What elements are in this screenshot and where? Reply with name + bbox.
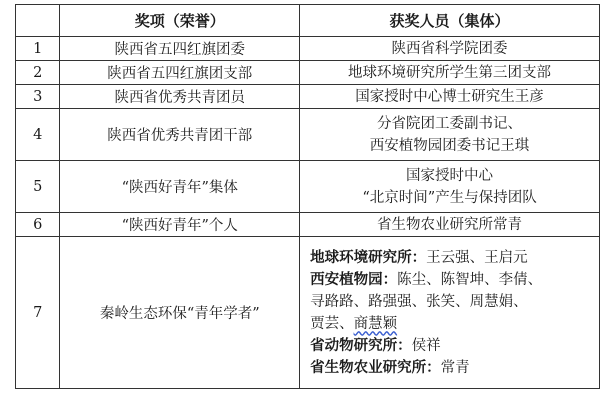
winner-line bbox=[310, 313, 595, 335]
row-index: 6 bbox=[16, 213, 60, 237]
winner-line: 陕西省科学院团委 bbox=[391, 40, 508, 57]
winner-names: 贾芸、 bbox=[310, 315, 354, 332]
table-row bbox=[16, 237, 600, 389]
winner-names: 陈尘、陈智坤、李倩、 bbox=[397, 271, 543, 288]
row-award: 陕西省优秀共青团员 bbox=[60, 85, 300, 109]
row-award: “陕西好青年”个人 bbox=[60, 213, 300, 237]
winner-line: 寻路路、路强强、张笑、周慧娟、 bbox=[310, 293, 528, 310]
row-index: 4 bbox=[16, 109, 60, 161]
table-row bbox=[16, 85, 600, 109]
winner-line: “北京时间”产生与保持团队 bbox=[362, 189, 537, 206]
institute-label: 地球环境研究所： bbox=[310, 248, 427, 266]
winner-line: 国家授时中心 bbox=[406, 167, 494, 184]
row-winner bbox=[300, 37, 600, 61]
winner-line bbox=[310, 247, 595, 269]
spellcheck-name: 商慧颖 bbox=[353, 315, 398, 332]
winner-names: 王云强、王启元 bbox=[426, 249, 528, 266]
row-award: 陕西省优秀共青团干部 bbox=[60, 109, 300, 161]
row-index: 5 bbox=[16, 161, 60, 213]
row-index: 1 bbox=[16, 37, 60, 61]
header-winner: 获奖人员（集体） bbox=[300, 5, 600, 37]
table-row bbox=[16, 61, 600, 85]
row-winner bbox=[300, 213, 600, 237]
row-winner bbox=[300, 109, 600, 161]
winner-names: 常青 bbox=[440, 359, 470, 376]
row-index: 3 bbox=[16, 85, 60, 109]
institute-label: 省生物农业研究所： bbox=[310, 358, 441, 376]
row-winner bbox=[300, 85, 600, 109]
institute-label: 西安植物园： bbox=[310, 270, 398, 288]
institute-label: 省动物研究所： bbox=[310, 336, 412, 354]
row-award: 陕西省五四红旗团支部 bbox=[60, 61, 300, 85]
table-row bbox=[16, 213, 600, 237]
winner-line: 西安植物园团委书记王琪 bbox=[369, 137, 530, 154]
row-winner bbox=[300, 161, 600, 213]
table-row bbox=[16, 161, 600, 213]
winner-line bbox=[310, 269, 595, 291]
table-row bbox=[16, 37, 600, 61]
row-winner bbox=[300, 237, 600, 389]
row-index: 2 bbox=[16, 61, 60, 85]
row-index: 7 bbox=[16, 237, 60, 389]
row-award: 秦岭生态环保“青年学者” bbox=[60, 237, 300, 389]
row-award: 陕西省五四红旗团委 bbox=[60, 37, 300, 61]
winner-line: 国家授时中心博士研究生王彦 bbox=[355, 88, 544, 105]
winner-line bbox=[310, 357, 595, 379]
header-award: 奖项（荣誉） bbox=[60, 5, 300, 37]
awards-table bbox=[15, 4, 600, 389]
winner-line bbox=[310, 335, 595, 357]
header-index bbox=[16, 5, 60, 37]
winner-names: 侯祥 bbox=[411, 337, 441, 354]
table-row bbox=[16, 109, 600, 161]
row-winner bbox=[300, 61, 600, 85]
winner-line: 省生物农业研究所常青 bbox=[377, 216, 523, 233]
row-award: “陕西好青年”集体 bbox=[60, 161, 300, 213]
winner-line: 分省院团工委副书记、 bbox=[377, 115, 523, 132]
winner-line: 地球环境研究所学生第三团支部 bbox=[348, 64, 552, 81]
table-header-row bbox=[16, 5, 600, 37]
